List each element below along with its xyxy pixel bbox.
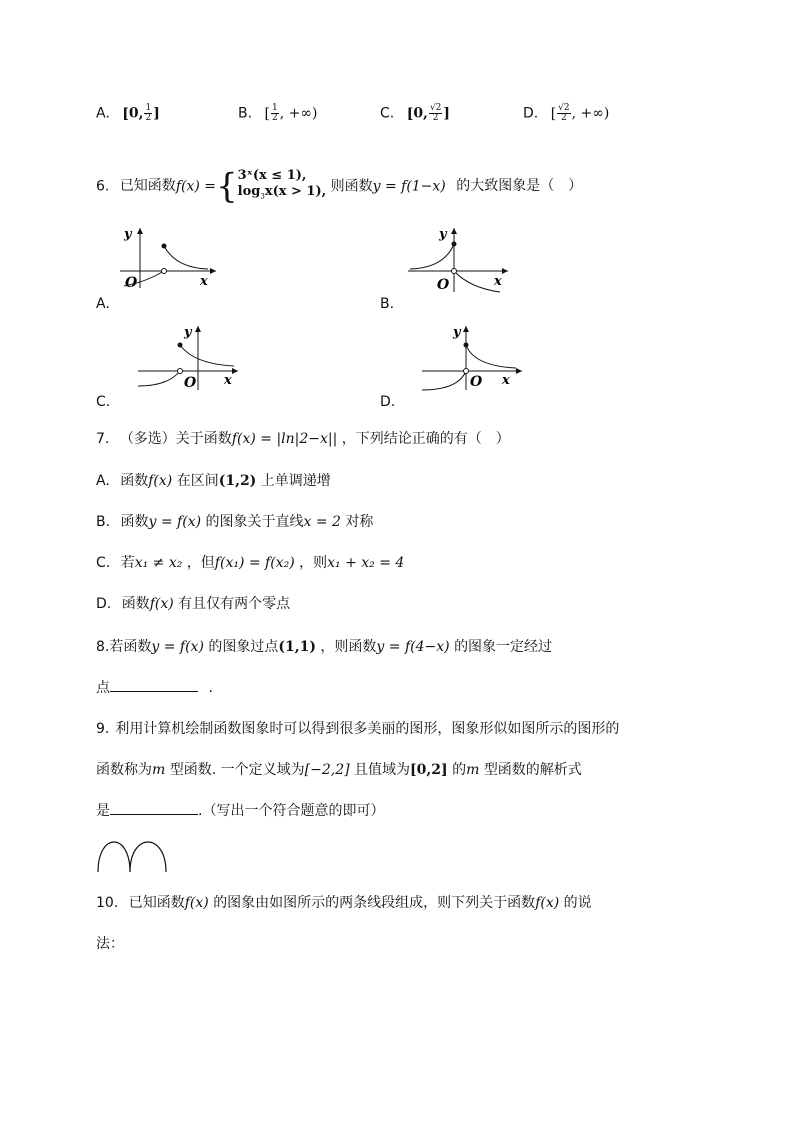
graph-option-b [404,222,514,300]
q5-option-b: B. [ $\frac{1}{2}$ , +∞) [238,103,318,123]
graph-a-label: A. [96,296,110,312]
graph-option-a [112,222,222,292]
svg-text:O: O [184,375,197,391]
answer-blank-q8[interactable] [110,679,198,692]
svg-text:x: x [494,274,502,289]
graph-option-c [134,320,244,392]
question-8-stem: 8.若函数y = f(x) 的图象过点(1,1) ，则函数y = f(4−x) 的图象一定经过 [96,639,553,655]
q7-option-d: D. 函数f(x) 有且仅有两个零点 [96,596,291,612]
origin-label: O [125,275,138,291]
graph-b-label: B. [380,296,395,312]
m-shape-figure [94,832,174,874]
question-9-line2: 函数称为m 型函数. 一个定义域为[−2,2] 且值域为[0,2] 的m 型函数的解析式 [96,762,582,778]
question-10-line2: 法： [96,936,124,952]
graph-c-label: C. [96,394,111,410]
question-7-stem: 7. （多选）关于函数f(x) = |ln|2−x|| ，下列结论正确的有（ ） [96,431,510,447]
q7-option-a: A. 函数f(x) 在区间(1,2) 上单调递增 [96,473,331,489]
svg-text:x: x [224,373,232,388]
svg-text:O: O [437,277,450,293]
graph-option-d [418,320,528,392]
q7-option-b: B. 函数y = f(x) 的图象关于直线x = 2 对称 [96,514,374,530]
answer-blank-q9[interactable] [110,802,198,815]
svg-text:y: y [184,325,192,340]
y-axis-label: y [124,227,132,242]
question-6-stem: 6. 已知函数f(x) ={3ˣ(x ≤ 1), $\log_3x(x > 1)$, 则函数y = f(1−x) 的大致图象是（ ） [96,166,583,207]
question-9-line1: 9. 利用计算机绘制函数图象时可以得到很多美丽的图形，图象形似如图所示的图形的 [96,721,620,737]
x-axis-label: x [200,274,208,289]
svg-text:y: y [453,325,461,340]
graph-d-label: D. [380,394,396,410]
q5-option-d: D. [ $\frac{√2}{2}$ , +∞) [523,103,610,123]
question-9-line3: 是 .（写出一个符合题意的即可） [96,803,385,819]
question-10-line1: 10. 已知函数f(x) 的图象由如图所示的两条线段组成，则下列关于函数f(x) 的说 [96,895,592,911]
svg-text:y: y [439,227,447,242]
q5-option-a: A. [0, $\frac{1}{2}$ ] [96,103,160,123]
svg-text:O: O [470,374,483,390]
svg-text:x: x [502,373,510,388]
question-8-line2: 点 . [96,680,213,696]
q5-option-c: C. [0, $\frac{√2}{2}$ ] [380,103,451,123]
q7-option-c: C. 若x₁ ≠ x₂ ，但f(x₁) = f(x₂) ，则x₁ + x₂ = 4 [96,555,405,571]
